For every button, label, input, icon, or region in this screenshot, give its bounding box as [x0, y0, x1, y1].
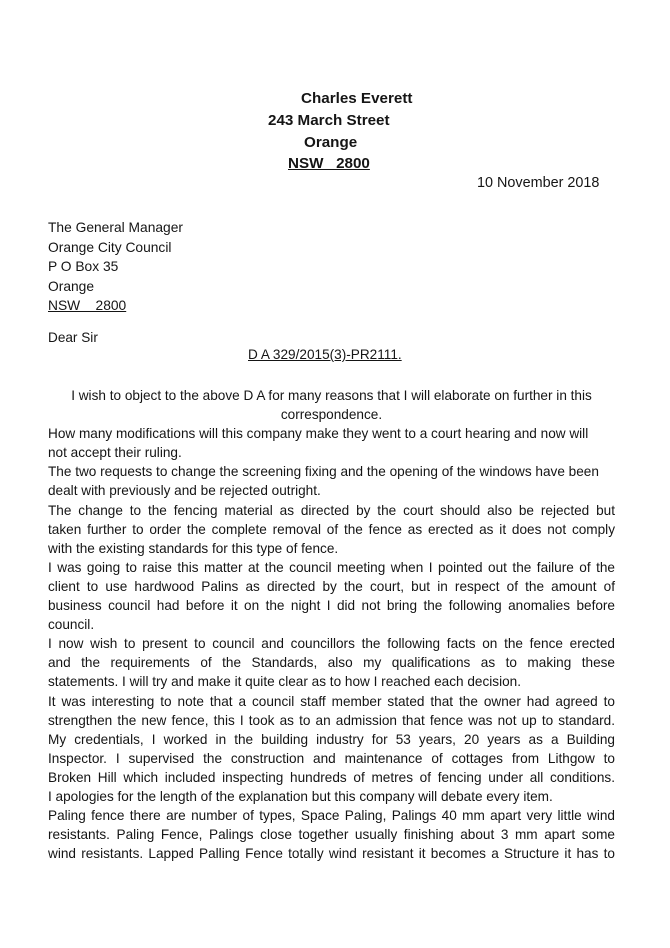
- reference-number: D A 329/2015(3)-PR2111.: [248, 347, 402, 362]
- body-line: council.: [48, 617, 95, 633]
- body-line: How many modifications will this company make they went to a court hearing and now will: [48, 426, 589, 442]
- body-line: client to use hardwood Palins as directed by the court, but in respect of the amount of: [48, 578, 615, 594]
- salutation: Dear Sir: [48, 330, 98, 345]
- body-line: correspondence.: [280, 407, 383, 423]
- sender-city: Orange: [304, 134, 358, 151]
- recipient-address: [48, 218, 183, 316]
- recipient-line: P O Box 35: [48, 259, 119, 275]
- body-line: business council had before it on the night I did not bring the following anomalies before: [48, 598, 615, 614]
- body-line: Broken Hill which included inspecting hundreds of metres of fencing under all conditions.: [48, 769, 615, 785]
- sender-state-postcode: NSW 2800: [288, 155, 370, 172]
- body-line: I was going to raise this matter at the council meeting when I pointed out the failure of the: [48, 559, 615, 575]
- body-line: not accept their ruling.: [48, 445, 182, 461]
- body-line: taken further to order the complete removal of the fence as erected as it does not comply: [48, 521, 615, 537]
- body-line: Inspector. I supervised the construction and maintenance of cottages from Lithgow to: [48, 750, 615, 766]
- body-line: and the requirements of the Standards, also my qualifications as to making these: [48, 655, 615, 671]
- sender-name: Charles Everett: [301, 90, 413, 107]
- sender-street: 243 March Street: [268, 112, 390, 129]
- letter-date: 10 November 2018: [477, 175, 600, 191]
- body-line: Paling fence there are number of types, Space Paling, Palings 40 mm apart very little wind: [48, 808, 615, 824]
- body-line: statements. I will try and make it quite clear as to how I reached each decision.: [48, 674, 521, 690]
- letter-body: [48, 386, 615, 863]
- recipient-line: Orange City Council: [48, 239, 172, 255]
- recipient-postcode: NSW 2800: [48, 298, 127, 314]
- body-line: It was interesting to note that a council staff member stated that the owner had agreed to: [48, 693, 615, 709]
- body-line: dealt with previously and be rejected outright.: [48, 483, 321, 499]
- recipient-line: Orange: [48, 278, 95, 294]
- body-line: My credentials, I worked in the building industry for 53 years, 20 years as a Building: [48, 731, 615, 747]
- body-line: wind resistants. Lapped Palling Fence totally wind resistant it becomes a Structure it has to: [48, 846, 615, 862]
- recipient-line: The General Manager: [48, 220, 183, 235]
- body-line: with the existing standards for this type of fence.: [48, 540, 339, 556]
- body-line: The two requests to change the screening fixing and the opening of the windows have been: [48, 464, 599, 480]
- body-line: strengthen the new fence, this I took as to an admission that fence was not up to standard.: [48, 712, 615, 728]
- body-line: I wish to object to the above D A for many reasons that I will elaborate on further in this: [71, 388, 592, 403]
- body-line: The change to the fencing material as directed by the court should also be rejected but: [48, 502, 615, 518]
- body-line: I now wish to present to council and councillors the following facts on the fence erected: [48, 636, 615, 652]
- body-line: resistants. Paling Fence, Palings close together usually finishing about 3 mm apart some: [48, 827, 615, 843]
- body-line: I apologies for the length of the explanation but this company will debate every item.: [48, 788, 553, 804]
